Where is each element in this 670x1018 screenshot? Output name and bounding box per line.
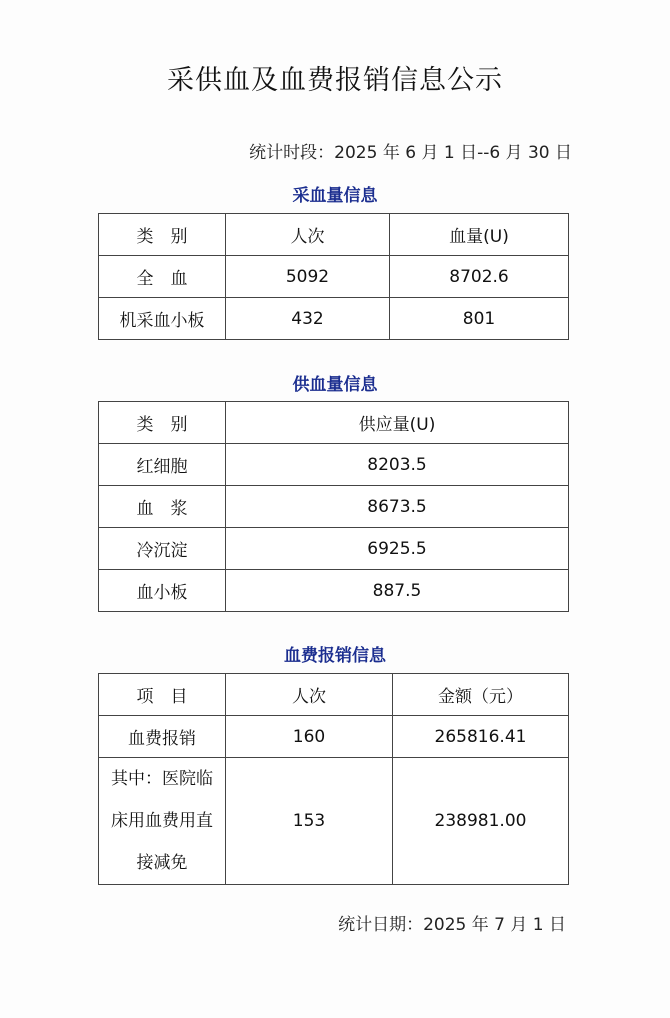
table-row [99, 444, 569, 486]
table-row [99, 486, 569, 528]
table-row [99, 298, 569, 340]
cell-category: 血 浆 [99, 486, 226, 528]
cell-supply-volume: 6925.5 [226, 528, 569, 570]
statistics-period: 统计时段：2025 年 6 月 1 日--6 月 30 日 [249, 143, 572, 163]
table-header-row [99, 674, 569, 716]
cell-category: 血小板 [99, 570, 226, 612]
reimbursement-table [98, 673, 569, 885]
cell-count: 432 [226, 298, 390, 340]
cell-count: 160 [226, 716, 393, 758]
collection-table [98, 213, 569, 340]
header-amount: 金额（元） [393, 674, 569, 716]
cell-category: 全 血 [99, 256, 226, 298]
cell-amount: 265816.41 [393, 716, 569, 758]
header-supply-volume: 供应量(U) [226, 402, 569, 444]
page-title: 采供血及血费报销信息公示 [167, 65, 503, 96]
table-row [99, 716, 569, 758]
cell-count: 5092 [226, 256, 390, 298]
table-header-row [99, 214, 569, 256]
table-row [99, 528, 569, 570]
statistics-date: 统计日期：2025 年 7 月 1 日 [338, 915, 566, 935]
cell-supply-volume: 8203.5 [226, 444, 569, 486]
header-item: 项 目 [99, 674, 226, 716]
table-row [99, 570, 569, 612]
cell-volume: 8702.6 [390, 256, 569, 298]
cell-count: 153 [226, 758, 393, 885]
collection-section-title: 采血量信息 [292, 186, 378, 206]
supply-table [98, 401, 569, 612]
cell-supply-volume: 887.5 [226, 570, 569, 612]
cell-category: 冷沉淀 [99, 528, 226, 570]
cell-supply-volume: 8673.5 [226, 486, 569, 528]
header-category: 类 别 [99, 402, 226, 444]
cell-category: 红细胞 [99, 444, 226, 486]
cell-category: 机采血小板 [99, 298, 226, 340]
header-volume: 血量(U) [390, 214, 569, 256]
table-header-row [99, 402, 569, 444]
cell-item: 血费报销 [99, 716, 226, 758]
cell-item: 其中：医院临床用血费用直接减免 [99, 758, 226, 885]
table-row [99, 256, 569, 298]
header-count: 人次 [226, 214, 390, 256]
cell-volume: 801 [390, 298, 569, 340]
cell-amount: 238981.00 [393, 758, 569, 885]
header-count: 人次 [226, 674, 393, 716]
supply-section-title: 供血量信息 [292, 375, 378, 395]
reimbursement-section-title: 血费报销信息 [284, 646, 386, 666]
header-category: 类 别 [99, 214, 226, 256]
table-row [99, 758, 569, 885]
